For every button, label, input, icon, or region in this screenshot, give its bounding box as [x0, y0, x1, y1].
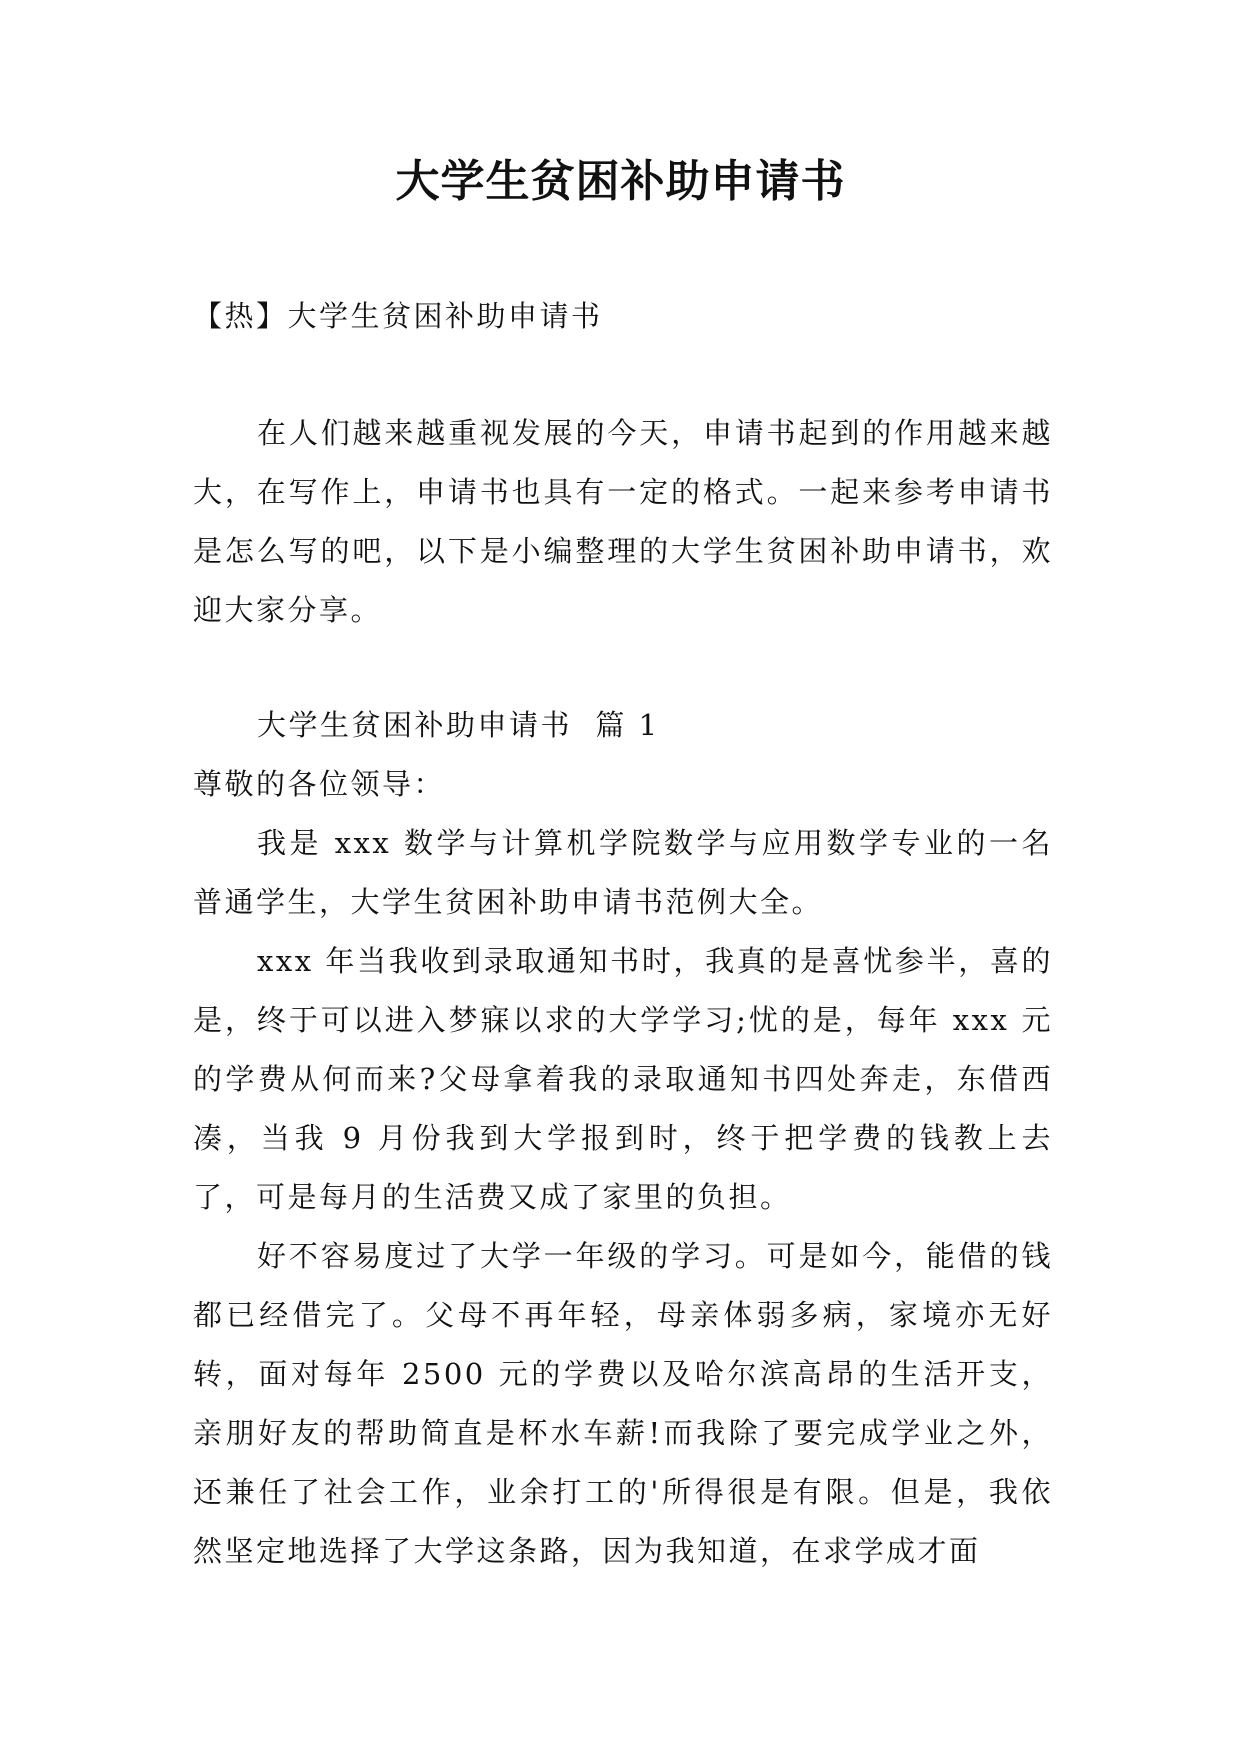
section-heading: 大学生贫困补助申请书 篇 1	[257, 708, 660, 742]
body-paragraph-1: 我是 xxx 数学与计算机学院数学与应用数学专业的一名普通学生，大学生贫困补助申请书范例大全。	[193, 826, 1053, 919]
main-content	[193, 696, 1053, 1581]
intro-block	[193, 404, 1053, 640]
body-paragraph-3: 好不容易度过了大学一年级的学习。可是如今，能借的钱都已经借完了。父母不再年轻，母亲体弱多病，家境亦无好转，面对每年 2500 元的学费以及哈尔滨高昂的生活开支，亲朋好友的帮助简直是杯水车薪!而我除了要完成学业之外，还兼任了社会工作，业余打工的'所得很是有限。但是，我依然坚定地选择了大学这条路，因为我知道，在求学成才面	[193, 1239, 1053, 1568]
lead-tag-block	[193, 287, 1053, 346]
body-paragraph-2: xxx 年当我收到录取通知书时，我真的是喜忧参半，喜的是，终于可以进入梦寐以求的大学学习;忧的是，每年 xxx 元的学费从何而来?父母拿着我的录取通知书四处奔走，东借西凑，当我 9 月份我到大学报到时，终于把学费的钱教上去了，可是每月的生活费又成了家里的负担。	[193, 944, 1053, 1214]
lead-tag: 【热】大学生贫困补助申请书	[193, 299, 603, 333]
salutation: 尊敬的各位领导：	[193, 767, 446, 801]
intro-paragraph: 在人们越来越重视发展的今天，申请书起到的作用越来越大，在写作上，申请书也具有一定的格式。一起来参考申请书是怎么写的吧，以下是小编整理的大学生贫困补助申请书，欢迎大家分享。	[193, 416, 1053, 627]
document-title: 大学生贫困补助申请书	[395, 156, 846, 207]
